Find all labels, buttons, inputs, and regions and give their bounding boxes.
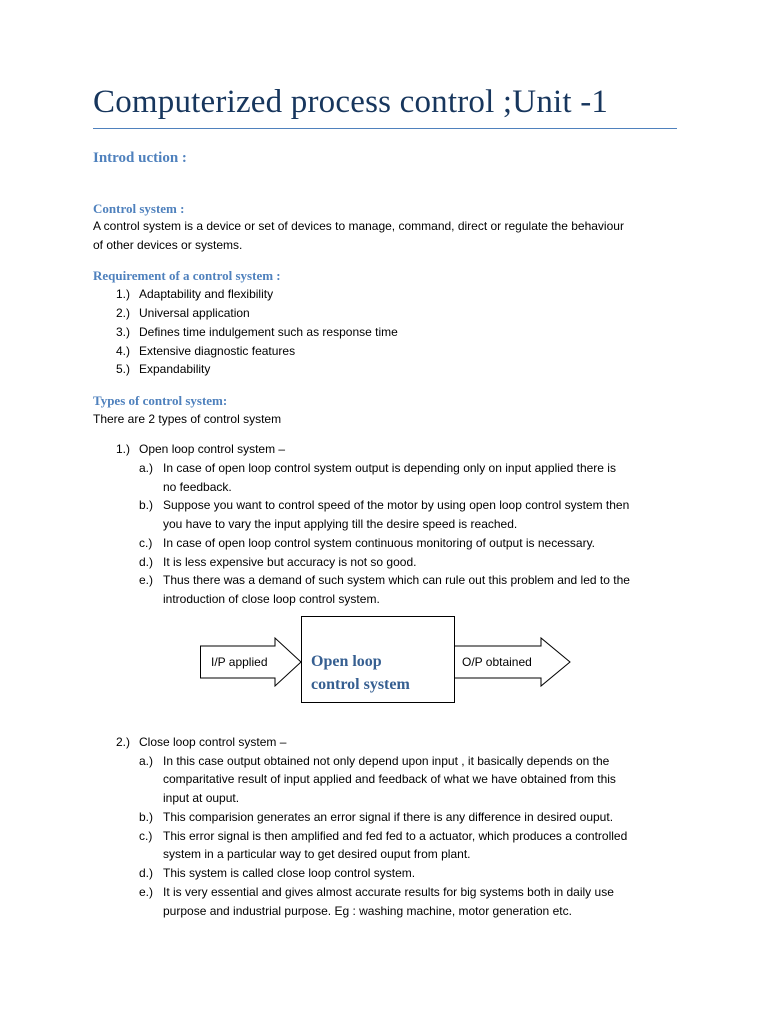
- requirement-number: 3.): [116, 325, 131, 339]
- page-title: Computerized process control ;Unit -1: [93, 84, 609, 120]
- open-loop-point-text: introduction of close loop control system.: [163, 592, 380, 606]
- requirement-number: 5.): [116, 362, 131, 376]
- close-loop-point-text: This system is called close loop control system.: [163, 866, 416, 880]
- close-loop-point-text: It is very essential and gives almost accurate results for big systems both in daily use: [163, 885, 614, 899]
- requirement-number: 2.): [116, 306, 131, 320]
- output-label: O/P obtained: [462, 655, 532, 669]
- open-loop-point-text: Suppose you want to control speed of the motor by using open loop control system then: [163, 498, 630, 512]
- requirement-item: Expandability: [139, 362, 211, 376]
- open-loop-point-text: It is less expensive but accuracy is not so good.: [163, 555, 417, 569]
- control-system-definition-line-2: of other devices or systems.: [93, 238, 243, 252]
- close-loop-point-text: comparitative result of input applied and feedback of what we have obtained from this: [163, 772, 616, 786]
- process-box-label-line-1: Open loop: [311, 653, 382, 670]
- close-loop-point-text: In this case output obtained not only depend upon input , it basically depends on the: [163, 754, 610, 768]
- close-loop-point-text: system in a particular way to get desired ouput from plant.: [163, 847, 471, 861]
- process-box-label-line-2: control system: [311, 676, 410, 693]
- requirement-number: 1.): [116, 287, 131, 301]
- open-loop-point-text: In case of open loop control system continuous monitoring of output is necessary.: [163, 536, 596, 550]
- introduction-heading: Introd uction :: [93, 150, 187, 166]
- control-system-definition-line-1: A control system is a device or set of devices to manage, command, direct or regulate the behaviour: [93, 219, 624, 233]
- close-loop-title: Close loop control system –: [139, 735, 287, 749]
- open-loop-point-letter: d.): [139, 555, 154, 569]
- close-loop-point-text: purpose and industrial purpose. Eg : washing machine, motor generation etc.: [163, 904, 572, 918]
- close-loop-point-letter: b.): [139, 810, 154, 824]
- types-heading: Types of control system:: [93, 393, 228, 408]
- open-loop-point-text: you have to vary the input applying till the desire speed is reached.: [163, 517, 518, 531]
- open-loop-point-letter: e.): [139, 573, 154, 587]
- control-system-heading: Control system :: [93, 201, 185, 216]
- close-loop-point-letter: c.): [139, 829, 153, 843]
- requirement-item: Defines time indulgement such as response time: [139, 325, 398, 339]
- open-loop-point-letter: b.): [139, 498, 154, 512]
- requirement-item: Extensive diagnostic features: [139, 344, 296, 358]
- requirements-heading: Requirement of a control system :: [93, 268, 281, 283]
- close-loop-point-text: input at ouput.: [163, 791, 240, 805]
- title-underline: [93, 128, 677, 129]
- close-loop-point-letter: e.): [139, 885, 154, 899]
- close-loop-point-letter: a.): [139, 754, 154, 768]
- open-loop-point-text: In case of open loop control system output is depending only on input applied there is: [163, 461, 616, 475]
- open-loop-point-text: Thus there was a demand of such system which can rule out this problem and led to the: [163, 573, 630, 587]
- requirement-item: Adaptability and flexibility: [139, 287, 274, 301]
- requirement-item: Universal application: [139, 306, 250, 320]
- open-loop-point-text: no feedback.: [163, 480, 232, 494]
- close-loop-point-letter: d.): [139, 866, 154, 880]
- open-loop-number: 1.): [116, 442, 131, 456]
- open-loop-point-letter: c.): [139, 536, 153, 550]
- close-loop-point-text: This comparision generates an error signal if there is any difference in desired ouput.: [163, 810, 614, 824]
- close-loop-point-text: This error signal is then amplified and fed fed to a actuator, which produces a controlled: [163, 829, 628, 843]
- open-loop-diagram: [200, 615, 575, 705]
- open-loop-title: Open loop control system –: [139, 442, 286, 456]
- close-loop-number: 2.): [116, 735, 131, 749]
- open-loop-point-letter: a.): [139, 461, 154, 475]
- requirement-number: 4.): [116, 344, 131, 358]
- types-intro: There are 2 types of control system: [93, 412, 282, 426]
- input-label: I/P applied: [211, 655, 268, 669]
